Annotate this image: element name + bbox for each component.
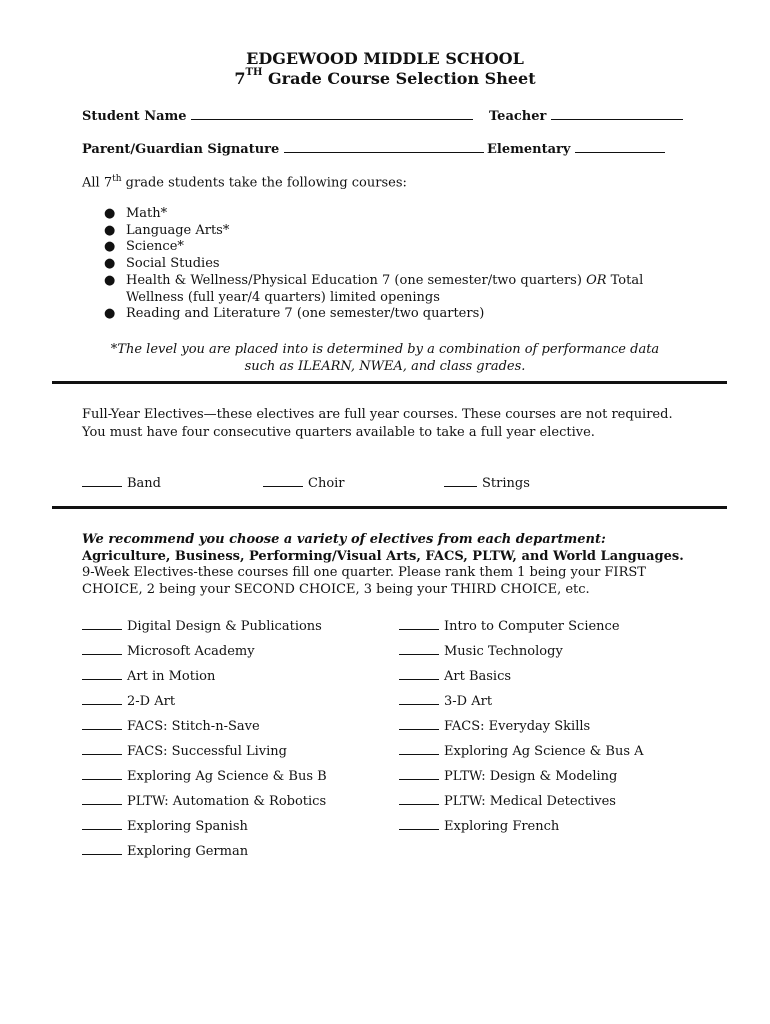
elective-row <box>82 792 326 809</box>
section-divider <box>52 381 727 384</box>
list-item <box>104 223 643 240</box>
elective-label: 2-D Art <box>127 694 176 709</box>
rank-blank[interactable] <box>399 742 439 755</box>
elective-label: FACS: Successful Living <box>127 744 287 759</box>
rank-blank[interactable] <box>399 617 439 630</box>
elective-row <box>399 692 492 709</box>
rank-blank[interactable] <box>82 817 122 830</box>
elective-label: Exploring Ag Science & Bus B <box>127 769 327 784</box>
list-item <box>104 306 643 323</box>
full-year-option-strings <box>444 474 530 491</box>
section-divider <box>52 506 727 509</box>
elective-row <box>399 742 644 759</box>
list-item <box>104 239 643 256</box>
elementary-label: Elementary <box>487 142 571 157</box>
elective-label: PLTW: Medical Detectives <box>444 794 616 809</box>
sheet-title <box>0 69 770 88</box>
course-name: Math* <box>126 206 168 221</box>
elective-label: Microsoft Academy <box>127 644 255 659</box>
grade-superscript: TH <box>245 67 263 78</box>
rank-blank[interactable] <box>399 642 439 655</box>
bullet-icon: ● <box>104 222 116 238</box>
elective-row <box>399 767 617 784</box>
elective-row <box>399 642 563 659</box>
elective-label: PLTW: Design & Modeling <box>444 769 618 784</box>
student-name-field[interactable] <box>191 107 473 120</box>
rank-blank[interactable] <box>82 792 122 805</box>
option-label: Strings <box>482 476 530 491</box>
required-intro-text: All 7 <box>82 175 113 191</box>
elective-row <box>82 667 215 684</box>
course-name: Social Studies <box>126 256 220 272</box>
school-name: EDGEWOOD MIDDLE SCHOOL <box>246 49 524 68</box>
course-name: Science* <box>126 239 184 255</box>
rank-blank[interactable] <box>82 842 122 855</box>
elective-label: Intro to Computer Science <box>444 619 620 634</box>
rank-blank[interactable] <box>399 717 439 730</box>
rank-blank[interactable] <box>82 642 122 655</box>
bullet-icon: ● <box>104 272 116 288</box>
required-intro-text-end: grade students take the following courses: <box>121 175 407 191</box>
instructions-line2: CHOICE, 2 being your SECOND CHOICE, 3 being your THIRD CHOICE, etc. <box>82 582 590 598</box>
placement-note-line2: such as ILEARN, NWEA, and class grades. <box>244 358 526 374</box>
elective-label: Art in Motion <box>127 669 216 684</box>
rank-blank[interactable] <box>82 692 122 705</box>
elective-row <box>82 692 175 709</box>
elementary-field[interactable] <box>575 140 665 153</box>
elective-row <box>82 742 287 759</box>
health-course-text-line2: Wellness (full year/4 quarters) limited openings <box>126 289 440 305</box>
instructions-line1: 9-Week Electives-these courses fill one quarter. Please rank them 1 being your FIRST <box>82 565 646 581</box>
placement-note <box>0 342 770 375</box>
rank-blank[interactable] <box>263 474 303 487</box>
health-course-text-end: Total <box>606 272 644 288</box>
rank-blank[interactable] <box>399 767 439 780</box>
guardian-signature-label: Parent/Guardian Signature <box>82 142 280 157</box>
teacher-label: Teacher <box>489 109 547 124</box>
elective-row <box>82 617 322 634</box>
elective-label: PLTW: Automation & Robotics <box>127 794 327 809</box>
elective-label: Exploring Ag Science & Bus A <box>444 744 644 759</box>
option-label: Band <box>127 476 161 491</box>
elective-row <box>82 767 327 784</box>
elective-label: Exploring German <box>127 844 249 859</box>
course-name: Reading and Literature 7 (one semester/two quarters) <box>126 306 485 322</box>
health-course-text: Health & Wellness/Physical Education 7 (one semester/two quarters) <box>126 272 587 288</box>
rank-blank[interactable] <box>399 667 439 680</box>
list-item <box>104 206 643 223</box>
teacher-row <box>489 107 683 124</box>
required-intro-superscript: th <box>112 174 122 184</box>
rank-blank[interactable] <box>82 667 122 680</box>
health-course-or: OR <box>586 272 607 288</box>
teacher-field[interactable] <box>551 107 683 120</box>
elective-label: FACS: Everyday Skills <box>444 719 591 734</box>
recommendation-line: We recommend you choose a variety of electives from each department: <box>82 532 606 547</box>
elective-row <box>82 817 248 834</box>
elective-row <box>399 817 559 834</box>
bullet-icon: ● <box>104 239 116 255</box>
rank-blank[interactable] <box>82 617 122 630</box>
elective-row <box>82 642 255 659</box>
nine-week-instructions <box>82 532 684 599</box>
elective-label: Exploring French <box>444 819 560 834</box>
rank-blank[interactable] <box>82 474 122 487</box>
elective-label: Art Basics <box>444 669 512 684</box>
bullet-icon: ● <box>104 256 116 272</box>
required-intro <box>82 174 407 190</box>
bullet-icon: ● <box>104 306 116 322</box>
full-year-description-line1: Full-Year Electives—these electives are full year courses. These courses are not required. <box>82 407 673 422</box>
list-item <box>104 256 643 273</box>
elective-row <box>399 792 616 809</box>
full-year-description-line2: You must have four consecutive quarters available to take a full year elective. <box>82 425 595 440</box>
required-course-list <box>104 206 643 323</box>
elective-label: FACS: Stitch-n-Save <box>127 719 260 734</box>
full-year-option-choir <box>263 474 345 491</box>
sheet-title-text: Grade Course Selection Sheet <box>262 69 536 88</box>
student-name-row <box>82 107 473 124</box>
rank-blank[interactable] <box>399 792 439 805</box>
grade-number: 7 <box>234 69 246 88</box>
rank-blank[interactable] <box>82 742 122 755</box>
elective-row <box>399 617 620 634</box>
elementary-row <box>487 140 665 157</box>
full-year-option-band <box>82 474 161 491</box>
elective-label: 3-D Art <box>444 694 493 709</box>
course-name: Language Arts* <box>126 222 230 238</box>
elective-label: Music Technology <box>444 644 563 659</box>
rank-blank[interactable] <box>399 817 439 830</box>
guardian-row <box>82 140 484 157</box>
rank-blank[interactable] <box>82 767 122 780</box>
elective-label: Digital Design & Publications <box>127 619 322 634</box>
elective-row <box>82 842 248 859</box>
guardian-signature-field[interactable] <box>284 140 484 153</box>
placement-note-line1: *The level you are placed into is determined by a combination of performance data <box>110 342 660 357</box>
student-name-label: Student Name <box>82 109 187 124</box>
rank-blank[interactable] <box>444 474 477 487</box>
bullet-icon: ● <box>104 206 116 221</box>
elective-row <box>82 717 260 734</box>
rank-blank[interactable] <box>82 717 122 730</box>
elective-row <box>399 717 590 734</box>
departments-line: Agriculture, Business, Performing/Visual Arts, FACS, PLTW, and World Languages. <box>82 548 684 564</box>
full-year-description <box>82 406 673 442</box>
rank-blank[interactable] <box>399 692 439 705</box>
option-label: Choir <box>308 476 345 491</box>
list-item <box>104 273 643 306</box>
elective-label: Exploring Spanish <box>127 819 248 834</box>
elective-row <box>399 667 511 684</box>
